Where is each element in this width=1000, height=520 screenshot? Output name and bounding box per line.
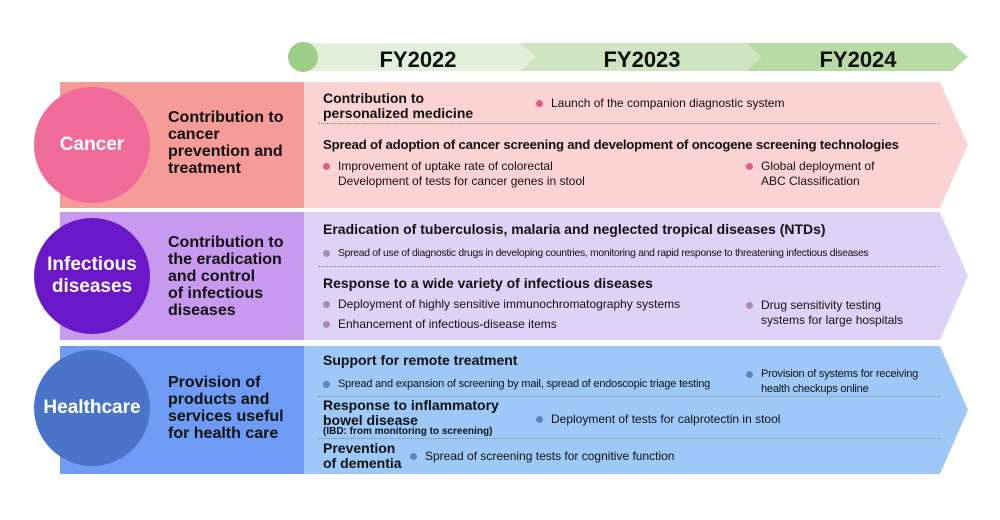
cancer-personalized-heading: Contribution to personalized medicine <box>323 90 474 121</box>
year-label-fy2022: FY2022 <box>379 47 457 72</box>
infectious-variety-heading: Response to a wide variety of infectious diseases <box>323 275 653 291</box>
infectious-developing-item: Spread of use of diagnostic drugs in developing countries, monitoring and rapid response to threatening infectious diseases <box>323 246 868 261</box>
bullet-icon <box>536 416 543 423</box>
infectious-row <box>0 212 1000 340</box>
bullet-icon <box>323 250 330 257</box>
infectious-ntds-heading: Eradication of tuberculosis, malaria and neglected tropical diseases (NTDs) <box>323 221 826 237</box>
healthcare-ibd-heading: Response to inflammatory bowel disease <box>323 397 499 428</box>
cancer-description: Contribution to cancer prevention and treatment <box>168 109 284 177</box>
infectious-enhancement-item: Enhancement of infectious-disease items <box>323 317 557 332</box>
bullet-icon <box>536 100 543 107</box>
infectious-drug-item: Drug sensitivity testing systems for large hospitals <box>746 298 903 328</box>
infectious-description: Contribution to the eradication and control of infectious diseases <box>168 234 284 319</box>
separator <box>318 123 940 124</box>
cancer-title: Cancer <box>59 134 125 156</box>
bullet-icon <box>746 163 753 170</box>
cancer-circle <box>34 87 150 203</box>
healthcare-title: Healthcare <box>43 397 141 419</box>
infectious-immuno-item: Deployment of highly sensitive immunochromatography systems <box>323 297 680 312</box>
year-label-fy2023: FY2023 <box>603 47 681 72</box>
cancer-colorectal-item: Improvement of uptake rate of colorectal Development of tests for cancer genes in stool <box>323 159 585 189</box>
cancer-row <box>0 82 1000 208</box>
bullet-icon <box>410 453 417 460</box>
year-label-fy2024: FY2024 <box>819 47 897 72</box>
infectious-title: Infectious diseases <box>47 254 137 297</box>
bullet-icon <box>746 371 753 378</box>
cancer-abc-item: Global deployment of ABC Classification <box>746 159 874 189</box>
bullet-icon <box>323 163 330 170</box>
cancer-screening-heading: Spread of adoption of cancer screening and development of oncogene screening technologies <box>323 137 899 152</box>
healthcare-cognitive-item: Spread of screening tests for cognitive function <box>410 449 674 464</box>
healthcare-description: Provision of products and services useful for health care <box>168 374 284 442</box>
healthcare-dementia-heading: Prevention of dementia <box>323 440 402 471</box>
infectious-circle <box>34 218 150 334</box>
healthcare-calprotectin-item: Deployment of tests for calprotectin in stool <box>536 412 780 427</box>
healthcare-online-item: Provision of systems for receiving health checkups online <box>746 367 918 397</box>
healthcare-ibd-note: (IBD: from monitoring to screening) <box>323 426 493 437</box>
healthcare-remote-heading: Support for remote treatment <box>323 352 518 368</box>
bullet-icon <box>323 301 330 308</box>
timeline-header <box>0 0 1000 80</box>
healthcare-row <box>0 346 1000 474</box>
separator <box>318 266 940 267</box>
bullet-icon <box>323 321 330 328</box>
separator <box>318 438 940 439</box>
healthcare-circle <box>34 350 150 466</box>
healthcare-mail-item: Spread and expansion of screening by mail, spread of endoscopic triage testing <box>323 377 710 392</box>
cancer-companion-item: Launch of the companion diagnostic system <box>536 96 784 111</box>
bullet-icon <box>746 302 753 309</box>
bullet-icon <box>323 381 330 388</box>
